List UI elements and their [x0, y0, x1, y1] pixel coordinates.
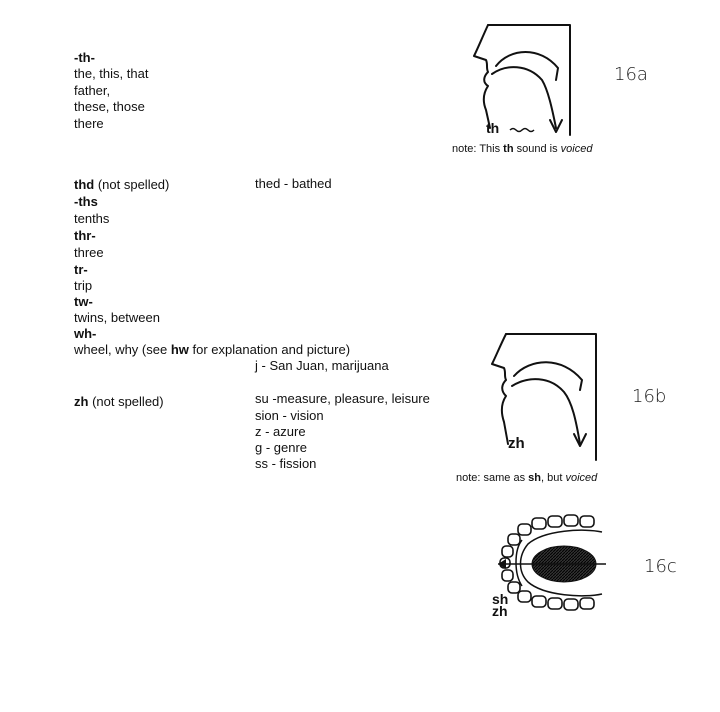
- th-heading: -th-: [74, 50, 95, 65]
- mouth-diagram-th: [470, 20, 580, 140]
- mouth-diagram-zh: [486, 328, 606, 463]
- zh-example-3: z - azure: [255, 424, 306, 439]
- fig-c-label-sh: sh: [492, 591, 509, 607]
- fig-a-note: note: This th sound is voiced: [452, 143, 593, 155]
- zh-example-1: su -measure, pleasure, leisure: [255, 391, 430, 406]
- wh-example: wheel, why (see hw for explanation and picture): [74, 342, 351, 357]
- zh-example-2: sion - vision: [255, 408, 324, 423]
- thr-example: three: [74, 245, 104, 260]
- fig-c-label-zh: zh: [492, 603, 508, 619]
- tw-example: twins, between: [74, 310, 160, 325]
- fig-a-label: th: [486, 120, 500, 136]
- zh-example-5: ss - fission: [255, 456, 317, 471]
- fig-b-note: note: same as sh, but voiced: [456, 472, 598, 484]
- thd-row: thd (not spelled): [74, 177, 170, 192]
- ths-heading: -ths: [74, 194, 98, 209]
- th-line-4: there: [74, 116, 104, 131]
- ths-example: tenths: [74, 211, 110, 226]
- th-line-3: these, those: [74, 99, 145, 114]
- palate-diagram: [484, 510, 624, 620]
- fig-c-tag: 16c: [644, 556, 677, 577]
- thr-heading: thr-: [74, 228, 96, 243]
- fig-b-label: zh: [508, 435, 525, 452]
- tw-heading: tw-: [74, 294, 93, 309]
- fig-b-tag: 16b: [632, 386, 667, 407]
- th-line-1: the, this, that: [74, 66, 149, 81]
- zh-row: zh (not spelled): [74, 394, 164, 409]
- thd-example: thed - bathed: [255, 176, 332, 191]
- tr-heading: tr-: [74, 262, 88, 277]
- tr-example: trip: [74, 278, 93, 293]
- fig-a-tag: 16a: [614, 64, 648, 85]
- wh-heading: wh-: [74, 326, 97, 341]
- zh-example-4: g - genre: [255, 440, 308, 455]
- th-line-2: father,: [74, 83, 111, 98]
- j-example: j - San Juan, marijuana: [255, 358, 389, 373]
